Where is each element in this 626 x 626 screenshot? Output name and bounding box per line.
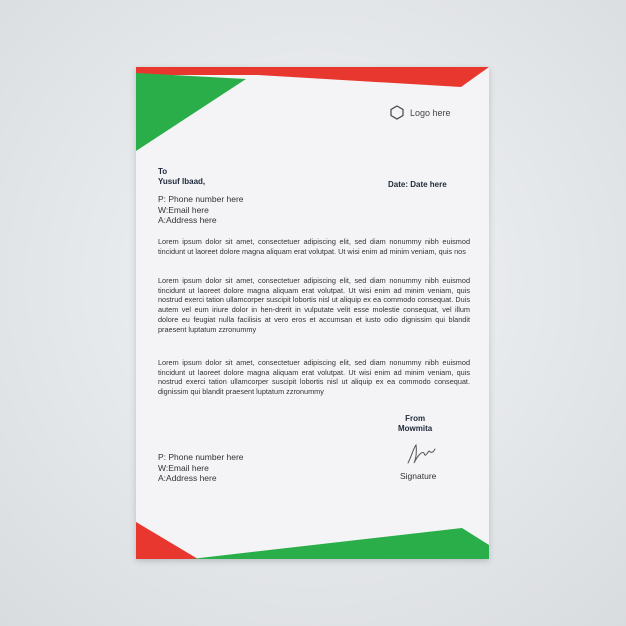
- address-line: A:Address here: [158, 215, 217, 225]
- recipient-block: [158, 167, 205, 187]
- logo-label: Logo here: [410, 107, 451, 118]
- letterhead-page: [136, 67, 489, 559]
- signature-label: Signature: [400, 471, 437, 481]
- email-line: W:Email here: [158, 462, 209, 473]
- address-line: A:Address here: [158, 473, 217, 483]
- logo: [390, 105, 451, 120]
- to-label: To: [158, 167, 168, 176]
- recipient-name: Yusuf Ibaad,: [158, 177, 206, 186]
- hexagon-outline-icon: [390, 105, 404, 120]
- top-green-triangle: [136, 73, 246, 151]
- bottom-red-triangle: [136, 522, 198, 559]
- date-line: Date: Date here: [388, 180, 447, 189]
- body-paragraph-3: Lorem ipsum dolor sit amet, consectetuer adipiscing elit, sed diam nonummy nibh euismod tincidunt ut laoreet dolore magna aliquam erat volutpat. Ut wisi enim ad minim veniam, quis nostrud exerci tation ullamcorper suscipit lobortis nisl ut aliquip ex ea commodo consequat. dignissim qui blandit praesent luptatum zzronummy: [158, 358, 470, 397]
- contact-block-top: [158, 194, 244, 226]
- phone-line: P: Phone number here: [158, 194, 244, 204]
- signature-scribble: [404, 441, 438, 467]
- phone-line: P: Phone number here: [158, 452, 244, 462]
- sender-name: Mowmita: [398, 424, 433, 433]
- body-paragraph-2: Lorem ipsum dolor sit amet, consectetuer adipiscing elit, sed diam nonummy nibh euismod tincidunt ut laoreet dolore magna aliquam erat volutpat. Ut wisi enim ad minim veniam, quis nostrud exerci tation ullamcorper suscipit lobortis nisl ut aliquip ex ea commodo consequat. Duis autem vel eum iriure dolor in hen-drerit in vulputate velit esse molestie consequat, vel illum dolore eu feugiat nulla facilisis at vero eros et accumsan et iusto odio dignissim qui blandit praesent luptatum zzronummy: [158, 276, 470, 334]
- sender-block: [398, 414, 432, 434]
- body-paragraph-1: Lorem ipsum dolor sit amet, consectetuer adipiscing elit, sed diam nonummy nibh euismod tincidunt ut laoreet dolore magna aliquam erat volutpat. Ut wisi enim ad minim veniam, quis nos: [158, 237, 470, 256]
- contact-block-bottom: [158, 452, 244, 484]
- bottom-green-band: [191, 528, 489, 559]
- email-line: W:Email here: [158, 204, 209, 215]
- from-label: From: [405, 414, 426, 423]
